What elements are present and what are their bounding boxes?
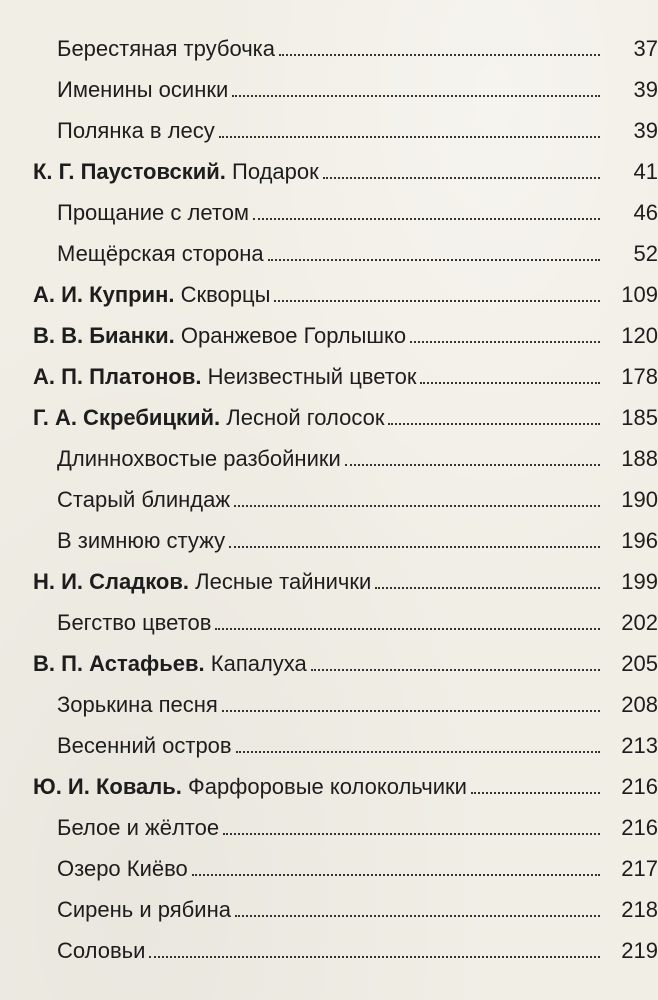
toc-entry — [0, 923, 658, 964]
dot-leader — [323, 176, 600, 179]
toc-entry — [0, 144, 658, 185]
toc-entry — [0, 882, 658, 923]
toc-entry-page-number: 188 — [621, 446, 658, 471]
dot-leader — [345, 463, 600, 466]
toc-entry-title — [33, 774, 467, 800]
toc-entry — [0, 595, 658, 636]
dot-leader — [268, 258, 600, 261]
dot-leader — [192, 873, 600, 876]
toc-entry — [0, 62, 658, 103]
table-of-contents — [0, 21, 658, 964]
toc-entry — [0, 554, 658, 595]
toc-entry-title — [33, 159, 319, 185]
toc-entry-title — [57, 897, 231, 923]
dot-leader — [236, 750, 600, 753]
dot-leader — [234, 504, 600, 507]
toc-entry-page-number: 199 — [621, 569, 658, 594]
toc-entry — [0, 759, 658, 800]
toc-entry-title — [33, 405, 384, 431]
toc-entry-title — [33, 282, 270, 308]
toc-entry-page-number: 196 — [621, 528, 658, 553]
toc-entry-page-number: 218 — [621, 897, 658, 922]
toc-entry-author: В. П. Астафьев. — [33, 651, 205, 676]
dot-leader — [253, 217, 600, 220]
toc-entry-work: Весенний остров — [57, 733, 232, 758]
toc-entry-work: Подарок — [232, 159, 319, 184]
toc-entry-work: Длиннохвостые разбойники — [57, 446, 341, 471]
toc-entry-page-number: 190 — [621, 487, 658, 512]
toc-entry — [0, 103, 658, 144]
toc-entry-author: А. И. Куприн. — [33, 282, 175, 307]
toc-entry-page-number: 178 — [621, 364, 658, 389]
toc-entry — [0, 472, 658, 513]
toc-entry-author: В. В. Бианки. — [33, 323, 175, 348]
toc-entry — [0, 841, 658, 882]
toc-entry-work: Капалуха — [210, 651, 307, 676]
toc-entry-work: Оранжевое Горлышко — [180, 323, 407, 348]
toc-entry-title — [57, 938, 145, 964]
toc-entry-work: Бегство цветов — [57, 610, 212, 635]
toc-entry-work: Озеро Киёво — [57, 856, 188, 881]
toc-entry-title — [57, 487, 230, 513]
toc-entry-title — [57, 118, 215, 144]
toc-entry-work: Мещёрская сторона — [57, 241, 264, 266]
toc-entry-page-number: 185 — [621, 405, 658, 430]
toc-entry-page-number: 39 — [633, 118, 658, 143]
toc-entry-work: Полянка в лесу — [57, 118, 215, 143]
dot-leader — [229, 545, 600, 548]
toc-entry-page-number: 46 — [633, 200, 658, 225]
toc-entry-page-number: 202 — [621, 610, 658, 635]
dot-leader — [279, 53, 600, 56]
toc-entry-work: Неизвестный цветок — [207, 364, 417, 389]
dot-leader — [375, 586, 600, 589]
toc-entry-page-number: 208 — [621, 692, 658, 717]
toc-entry-page-number: 205 — [621, 651, 658, 676]
dot-leader — [235, 914, 600, 917]
toc-entry-work: Зорькина песня — [57, 692, 218, 717]
toc-entry-page-number: 39 — [633, 77, 658, 102]
toc-entry-page-number: 217 — [621, 856, 658, 881]
toc-entry-work: Берестяная трубочка — [57, 36, 276, 61]
toc-entry-page-number: 52 — [633, 241, 658, 266]
dot-leader — [388, 422, 600, 425]
toc-entry — [0, 800, 658, 841]
toc-entry-work: Лесной голосок — [226, 405, 385, 430]
toc-entry — [0, 21, 658, 62]
dot-leader — [420, 381, 600, 384]
toc-entry-author: Г. А. Скребицкий. — [33, 405, 221, 430]
toc-entry-page-number: 219 — [621, 938, 658, 963]
toc-entry-work: Лесные тайнички — [195, 569, 372, 594]
toc-entry-work: Именины осинки — [57, 77, 229, 102]
toc-entry — [0, 226, 658, 267]
toc-entry-page-number: 37 — [633, 36, 658, 61]
dot-leader — [223, 832, 600, 835]
toc-entry-title — [33, 323, 406, 349]
toc-entry — [0, 513, 658, 554]
toc-entry-author: А. П. Платонов. — [33, 364, 202, 389]
dot-leader — [274, 299, 600, 302]
toc-entry-title — [57, 200, 249, 226]
toc-entry-work: Белое и жёлтое — [57, 815, 220, 840]
toc-entry-title — [33, 569, 371, 595]
toc-entry — [0, 718, 658, 759]
toc-entry-page-number: 216 — [621, 774, 658, 799]
toc-entry-work: Старый блиндаж — [57, 487, 231, 512]
toc-entry-page-number: 109 — [621, 282, 658, 307]
toc-entry-title — [57, 692, 218, 718]
toc-entry-title — [57, 528, 225, 554]
toc-entry-page-number: 41 — [633, 159, 658, 184]
toc-entry — [0, 636, 658, 677]
toc-entry-title — [33, 364, 416, 390]
dot-leader — [311, 668, 600, 671]
toc-entry-title — [57, 36, 275, 62]
toc-entry-page-number: 216 — [621, 815, 658, 840]
toc-entry-title — [57, 77, 228, 103]
toc-entry-title — [57, 733, 232, 759]
toc-entry — [0, 431, 658, 472]
toc-entry-work: Скворцы — [180, 282, 271, 307]
toc-entry-work: Соловьи — [57, 938, 146, 963]
toc-entry-title — [57, 610, 211, 636]
toc-entry-author: К. Г. Паустовский. — [33, 159, 226, 184]
toc-entry-work: Сирень и рябина — [57, 897, 231, 922]
toc-entry-title — [57, 856, 188, 882]
dot-leader — [410, 340, 600, 343]
toc-entry-author: Ю. И. Коваль. — [33, 774, 182, 799]
toc-entry-title — [57, 446, 341, 472]
toc-entry — [0, 677, 658, 718]
toc-entry — [0, 308, 658, 349]
toc-entry-title — [57, 815, 219, 841]
dot-leader — [222, 709, 600, 712]
dot-leader — [471, 791, 600, 794]
dot-leader — [232, 94, 600, 97]
toc-entry-page-number: 120 — [621, 323, 658, 348]
toc-entry — [0, 390, 658, 431]
toc-entry-page-number: 213 — [621, 733, 658, 758]
dot-leader — [149, 955, 600, 958]
toc-entry-work: Прощание с летом — [57, 200, 250, 225]
toc-entry-author: Н. И. Сладков. — [33, 569, 190, 594]
toc-entry — [0, 267, 658, 308]
dot-leader — [219, 135, 600, 138]
toc-entry-work: В зимнюю стужу — [57, 528, 226, 553]
toc-entry-title — [33, 651, 307, 677]
dot-leader — [215, 627, 600, 630]
toc-entry-work: Фарфоровые колокольчики — [188, 774, 467, 799]
toc-entry — [0, 349, 658, 390]
toc-entry — [0, 185, 658, 226]
toc-entry-title — [57, 241, 264, 267]
